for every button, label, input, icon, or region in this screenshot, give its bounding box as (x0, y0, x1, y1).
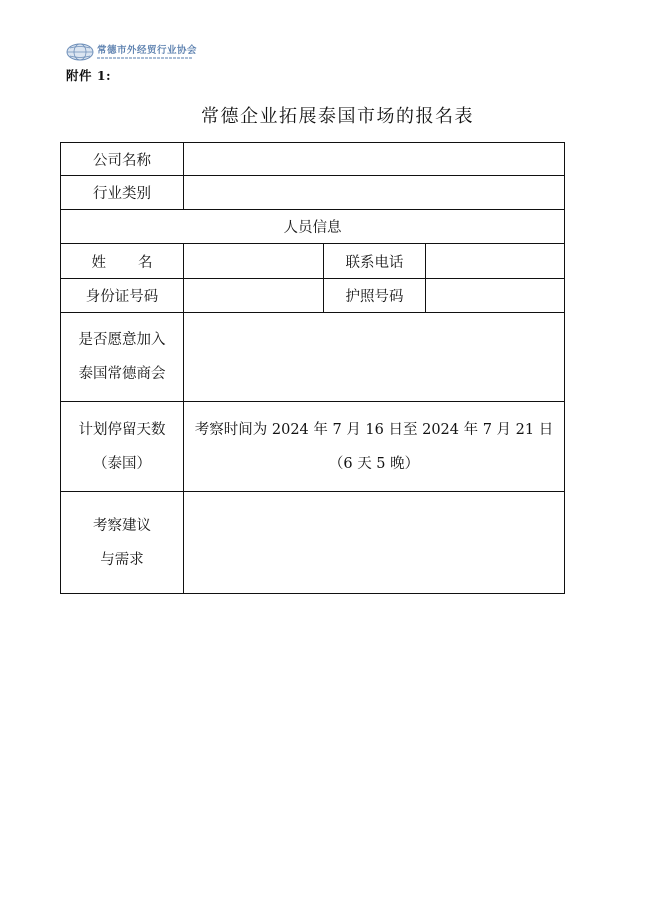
registration-form-table (60, 142, 565, 594)
name-label-part1: 姓 (91, 254, 106, 271)
phone-field[interactable] (426, 244, 565, 279)
id-number-label: 身份证号码 (61, 279, 184, 313)
table-row (61, 313, 565, 402)
stay-days-label (61, 402, 184, 492)
association-logo (66, 42, 198, 62)
suggestions-field[interactable] (184, 492, 565, 594)
stay-days-label-line2: （泰国） (93, 455, 151, 472)
name-field[interactable] (184, 244, 324, 279)
suggestions-label (61, 492, 184, 594)
stay-days-value (184, 402, 565, 492)
table-row (61, 279, 565, 313)
join-chamber-label-line1: 是否愿意加入 (78, 332, 166, 348)
industry-label: 行业类别 (61, 176, 184, 210)
suggestions-label-line2: 与需求 (100, 551, 144, 568)
table-row (61, 244, 565, 279)
join-chamber-label (61, 313, 184, 402)
stay-days-value-line2: （6 天 5 晚） (328, 455, 420, 472)
logo-text: 常德市外经贸行业协会 (97, 45, 198, 56)
company-name-label: 公司名称 (61, 143, 184, 176)
logo-subtext-decoration (97, 57, 193, 59)
attachment-label: 附件 1: (66, 68, 112, 83)
join-chamber-label-line2: 泰国常德商会 (78, 366, 166, 382)
table-row (61, 176, 565, 210)
id-number-field[interactable] (184, 279, 324, 313)
personnel-section-heading: 人员信息 (61, 210, 565, 244)
table-row (61, 492, 565, 594)
suggestions-label-line1: 考察建议 (93, 517, 151, 534)
name-label-part2: 名 (138, 254, 153, 271)
passport-field[interactable] (426, 279, 565, 313)
globe-logo-icon (66, 43, 94, 61)
stay-days-label-line1: 计划停留天数 (78, 421, 166, 438)
form-title: 常德企业拓展泰国市场的报名表 (201, 106, 474, 127)
table-row (61, 143, 565, 176)
industry-field[interactable] (184, 176, 565, 210)
stay-days-value-line1: 考察时间为 2024 年 7 月 16 日至 2024 年 7 月 21 日 (194, 421, 554, 438)
name-label (61, 244, 184, 279)
phone-label: 联系电话 (324, 244, 426, 279)
passport-label: 护照号码 (324, 279, 426, 313)
table-row (61, 402, 565, 492)
company-name-field[interactable] (184, 143, 565, 176)
join-chamber-field[interactable] (184, 313, 565, 402)
table-row (61, 210, 565, 244)
